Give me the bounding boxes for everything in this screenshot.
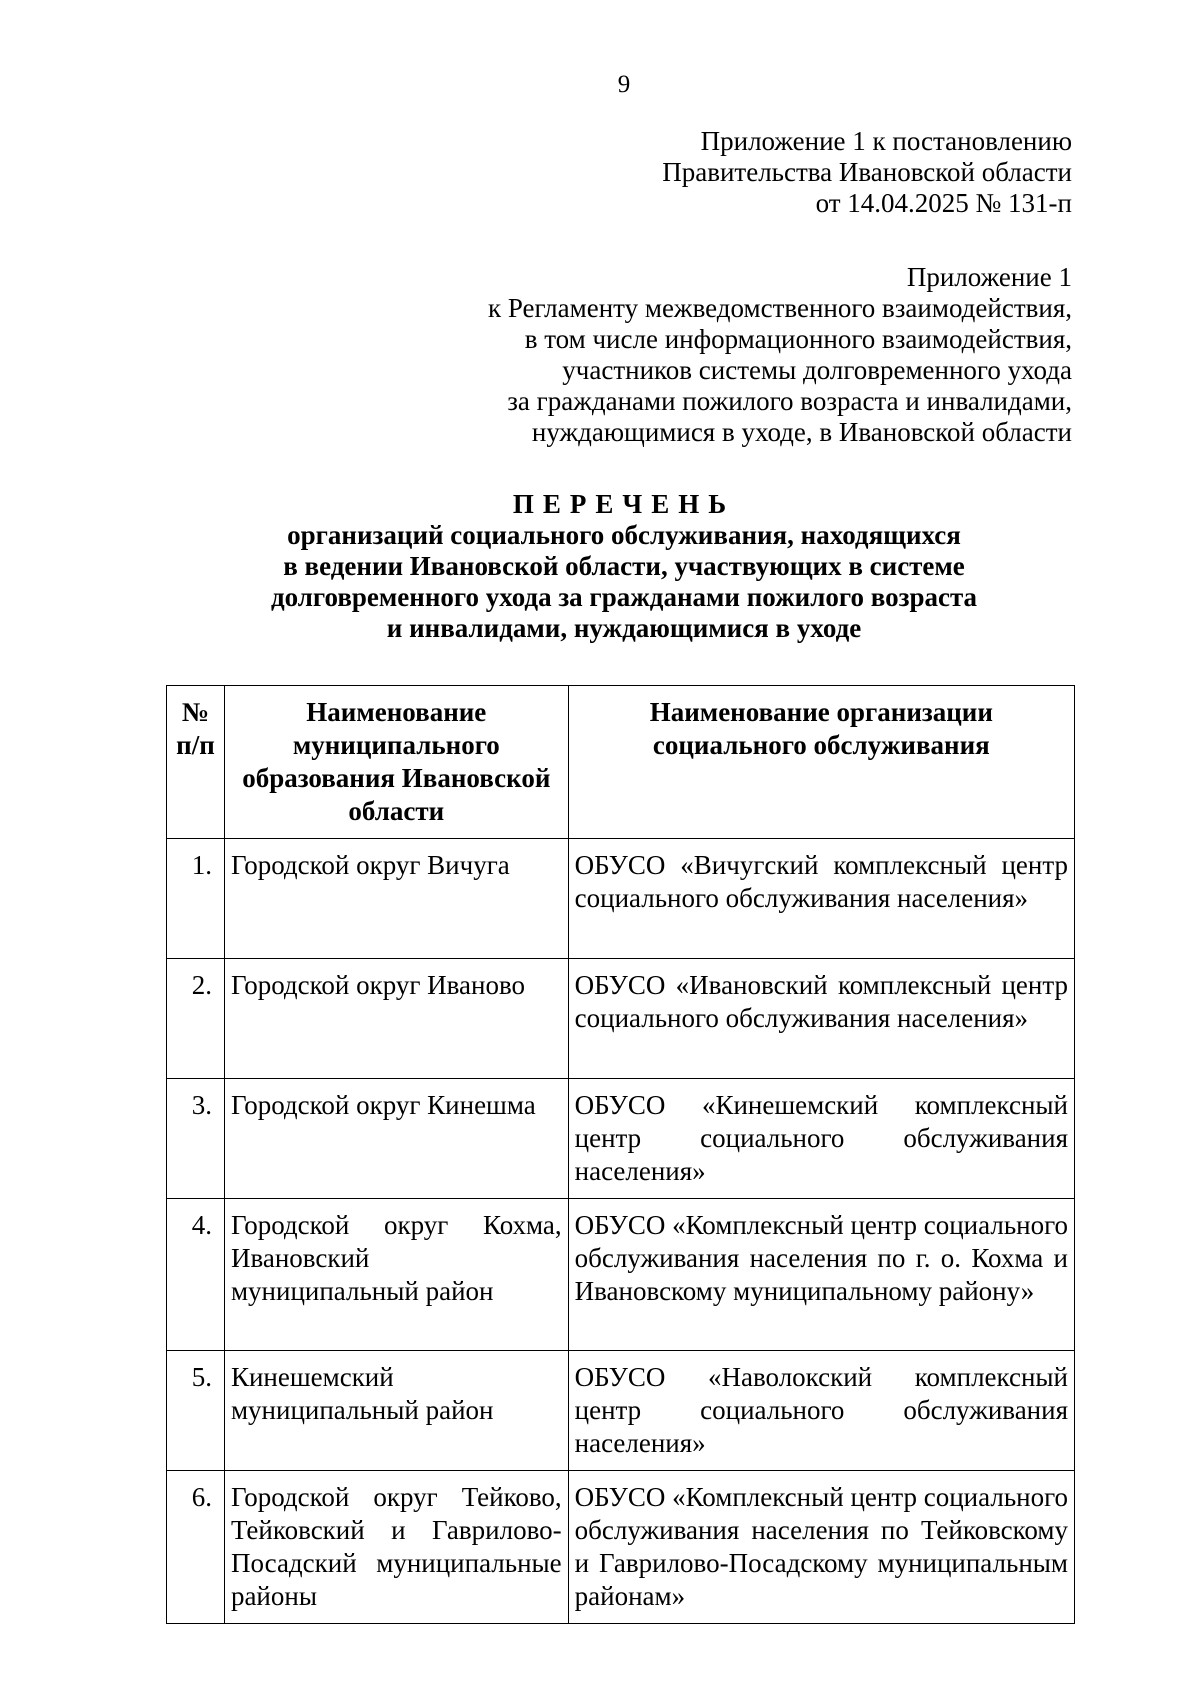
- row-organization: ОБУСО «Вичугский комплексный центр социального обслуживания населения»: [568, 839, 1074, 959]
- row-organization: ОБУСО «Комплексный центр социального обслуживания населения по г. о. Кохма и Ивановскому муниципальному району»: [568, 1199, 1074, 1351]
- appendix-regulation-line: за гражданами пожилого возраста и инвалидами,: [507, 386, 1072, 416]
- row-municipality: Городской округ Иваново: [224, 959, 568, 1079]
- appendix-regulation-line: Приложение 1: [906, 262, 1072, 292]
- row-number: 1.: [167, 839, 225, 959]
- row-number: 2.: [167, 959, 225, 1079]
- document-subtitle-line: в ведении Ивановской области, участвующих в системе: [283, 551, 965, 581]
- header-number: № п/п: [167, 686, 225, 839]
- table-row: [167, 1351, 1075, 1471]
- document-title: ПЕРЕЧЕНЬ: [512, 489, 736, 519]
- header-organization: Наименование организации социального обслуживания: [568, 686, 1074, 839]
- appendix-regulation-line: к Регламенту межведомственного взаимодействия,: [487, 293, 1072, 323]
- row-municipality: Кинешемский муниципальный район: [224, 1351, 568, 1471]
- row-number: 3.: [167, 1079, 225, 1199]
- appendix-header: [662, 126, 1072, 219]
- appendix-regulation: [488, 262, 1072, 448]
- table-header-row: [167, 686, 1075, 839]
- row-number: 5.: [167, 1351, 225, 1471]
- table-row: [167, 839, 1075, 959]
- row-municipality: Городской округ Кинешма: [224, 1079, 568, 1199]
- row-organization: ОБУСО «Кинешемский комплексный центр социального обслуживания населения»: [568, 1079, 1074, 1199]
- row-organization: ОБУСО «Ивановский комплексный центр социального обслуживания населения»: [568, 959, 1074, 1079]
- appendix-header-line: Правительства Ивановской области: [662, 157, 1072, 187]
- appendix-regulation-line: в том числе информационного взаимодействия,: [524, 324, 1072, 354]
- table-row: [167, 1079, 1075, 1199]
- document-subtitle-line: и инвалидами, нуждающимися в уходе: [386, 613, 862, 643]
- document-subtitle-line: долговременного ухода за гражданами пожилого возраста: [270, 582, 978, 612]
- row-organization: ОБУСО «Комплексный центр социального обслуживания населения по Тейковскому и Гаврилово-Посадскому муниципальным районам»: [568, 1471, 1074, 1624]
- document-heading: [0, 489, 1200, 644]
- table-row: [167, 959, 1075, 1079]
- page-number: 9: [617, 71, 631, 98]
- appendix-regulation-line: нуждающимися в уходе, в Ивановской области: [531, 417, 1072, 447]
- document-subtitle-line: организаций социального обслуживания, находящихся: [287, 520, 961, 550]
- row-municipality: Городской округ Вичуга: [224, 839, 568, 959]
- table-row: [167, 1471, 1075, 1624]
- header-municipality: Наименование муниципального образования Ивановской области: [224, 686, 568, 839]
- row-number: 6.: [167, 1471, 225, 1624]
- table-row: [167, 1199, 1075, 1351]
- appendix-header-line: Приложение 1 к постановлению: [700, 126, 1072, 156]
- row-organization: ОБУСО «Наволокский комплексный центр социального обслуживания населения»: [568, 1351, 1074, 1471]
- row-municipality: Городской округ Тейково, Тейковский и Гаврилово-Посадский муниципальные районы: [224, 1471, 568, 1624]
- row-number: 4.: [167, 1199, 225, 1351]
- row-municipality: Городской округ Кохма, Ивановский муниципальный район: [224, 1199, 568, 1351]
- appendix-regulation-line: участников системы долговременного ухода: [562, 355, 1072, 385]
- appendix-header-line: от 14.04.2025 № 131-п: [815, 188, 1072, 218]
- organizations-table: [166, 685, 1075, 1624]
